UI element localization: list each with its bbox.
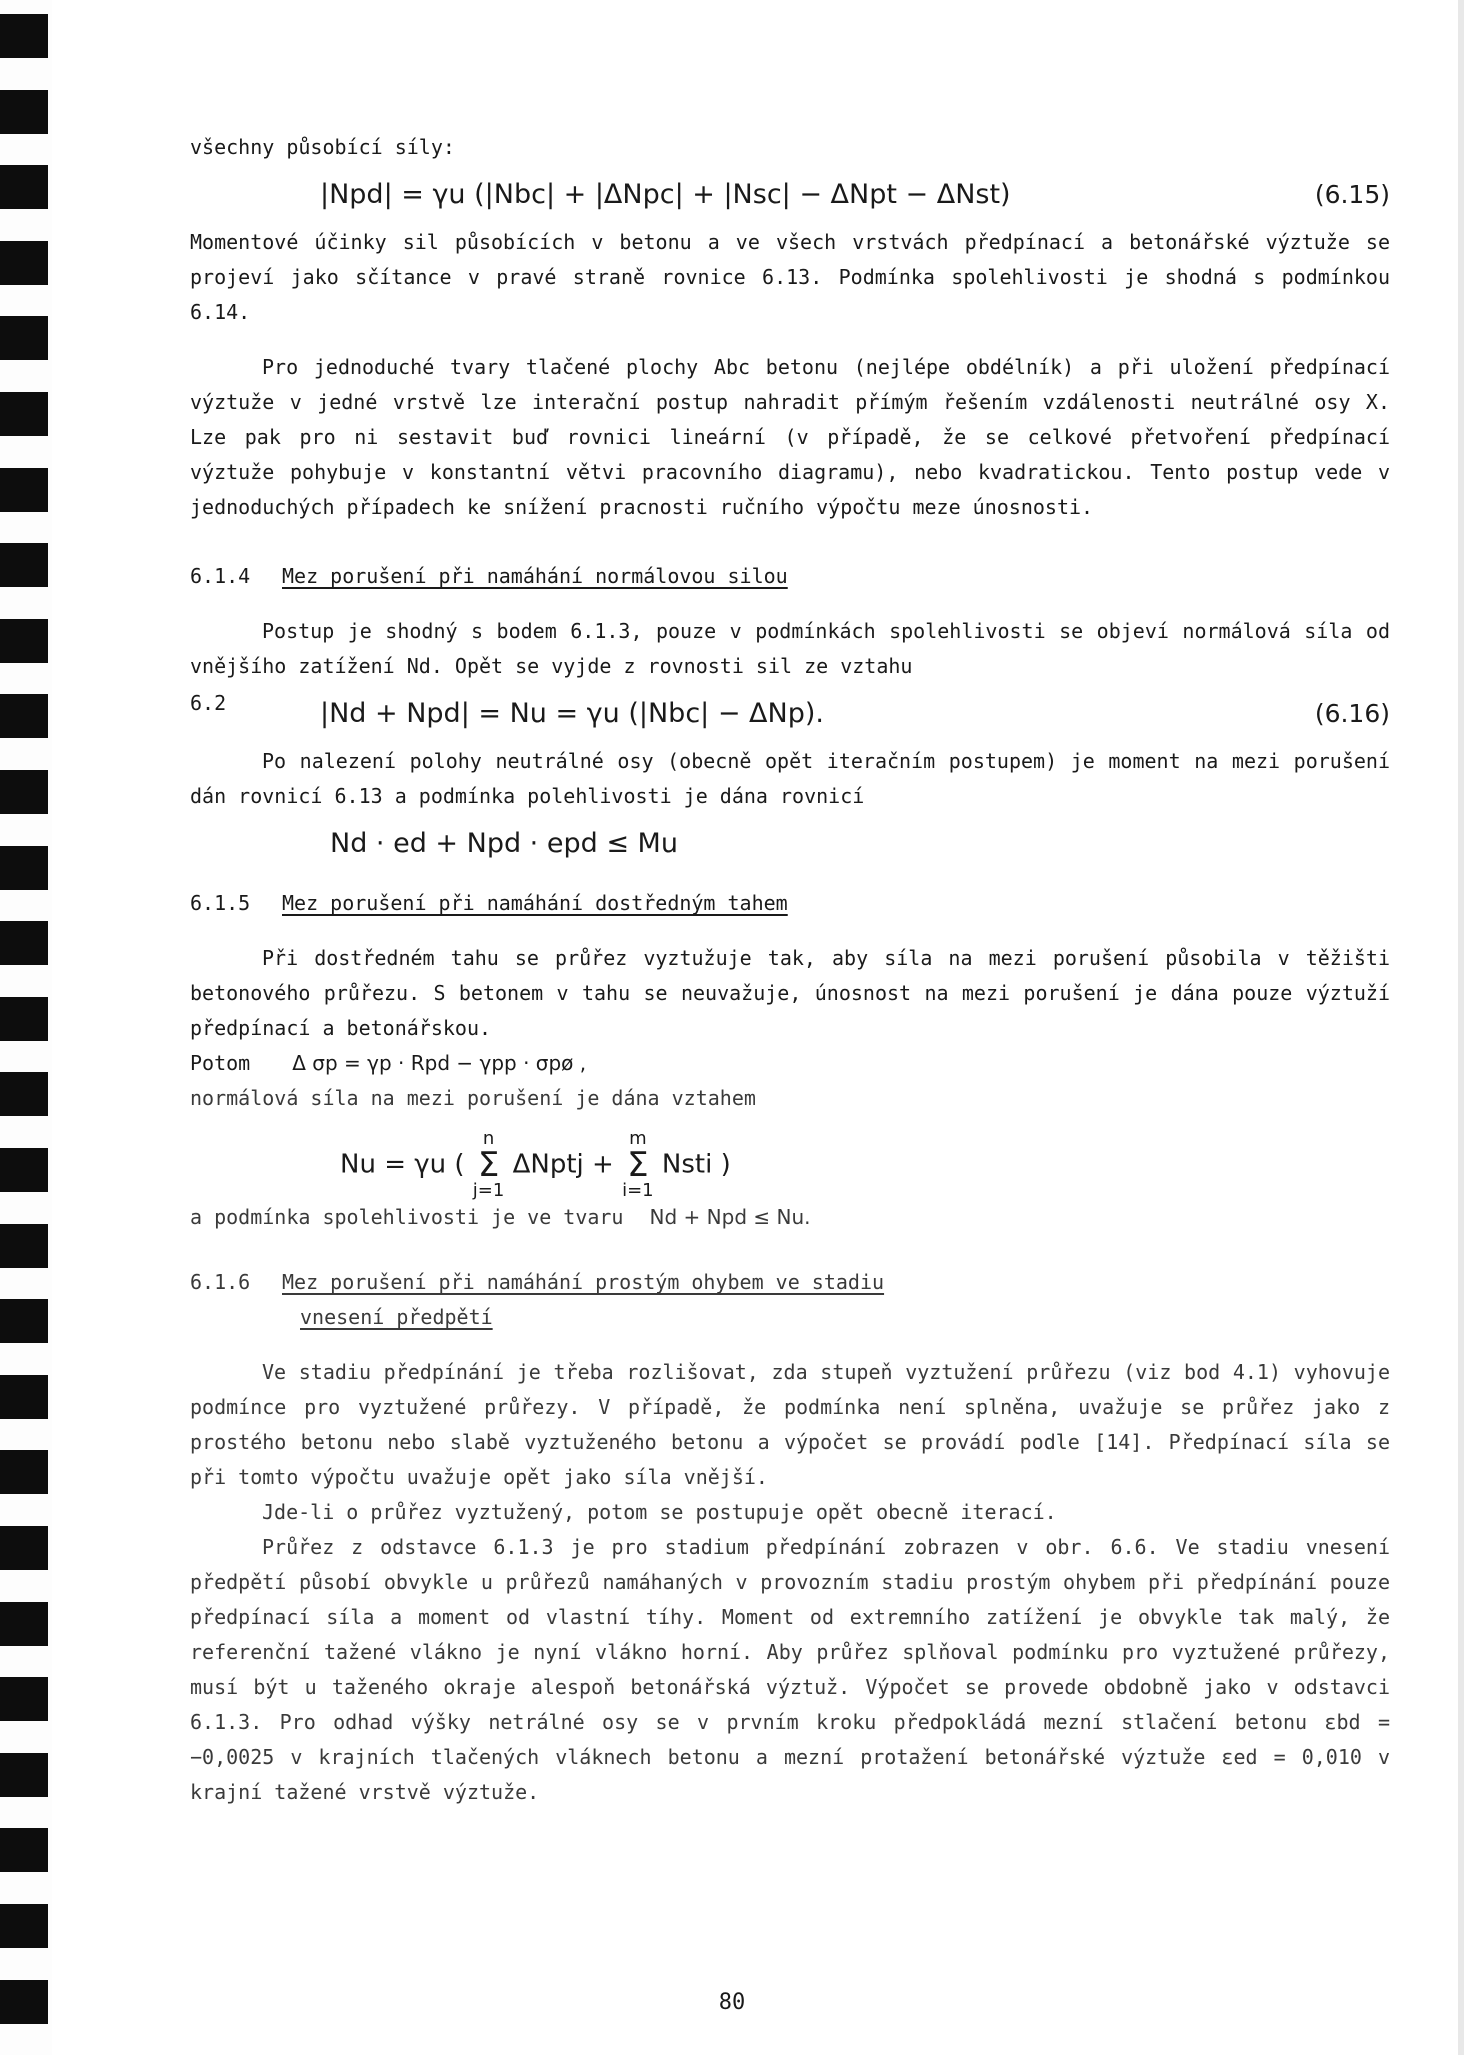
formula-nu-sum	[190, 1116, 1390, 1200]
page-edge	[1458, 0, 1464, 2055]
binding-ring	[0, 1299, 48, 1343]
formula-6-16-expression: |Nd + Npd| = Nu = γu (|Nbc| − ΔNp).	[320, 698, 824, 729]
binding-ring	[0, 14, 48, 58]
heading-6-1-6-number: 6.1.6	[190, 1270, 251, 1294]
binding-ring	[0, 468, 48, 512]
then-label: Potom	[190, 1051, 251, 1075]
formula-6-16-number: (6.16)	[1314, 699, 1390, 728]
binding-ring	[0, 1450, 48, 1494]
formula-delta-sigma: Δ σp = γp · Rpd − γpp · σpø ,	[292, 1051, 587, 1075]
formula-6-15-number: (6.15)	[1314, 180, 1390, 209]
formula-nu-term-1: ΔNptj +	[512, 1149, 614, 1180]
sum-symbol-1: n Σ j=1	[472, 1128, 505, 1201]
heading-6-1-6-title-line-1: Mez porušení při namáhání prostým ohybem ve stadiu	[282, 1270, 885, 1294]
paragraph-intro: všechny působící síly:	[190, 135, 455, 159]
paragraph-neutral-axis: Po nalezení polohy neutrálné osy (obecně opět iteračním postupem) je moment na mezi porušení dán rovnicí 6.13 a podmínka polehlivosti je dána rovnicí	[190, 749, 1390, 808]
binding-ring	[0, 1526, 48, 1570]
paragraph-reliability-condition	[190, 1200, 1390, 1235]
paragraph-moment-effects: Momentové účinky sil působících v betonu a ve všech vrstvách předpínací a betonářské výztuže se projeví jako sčítance v pravé straně rovnice 6.13. Podmínka spolehlivosti je shodná s podmínkou 6.14.	[190, 230, 1390, 324]
sum-2-upper: m	[629, 1128, 647, 1149]
binding-ring	[0, 846, 48, 890]
paragraph-reinforced-section: Jde-li o průřez vyztužený, potom se postupuje opět obecně iterací.	[262, 1500, 1057, 1524]
formula-condition	[190, 818, 1390, 870]
binding-ring	[0, 316, 48, 360]
paragraph-normal-force: Postup je shodný s bodem 6.1.3, pouze v podmínkách spolehlivosti se objeví normálová síla od vnějšího zatížení Nd. Opět se vyjde z rovnosti sil ze vztahu	[190, 619, 1390, 678]
binding-ring	[0, 921, 48, 965]
heading-6-1-6	[190, 1265, 1390, 1335]
paragraph-then	[190, 1046, 1390, 1081]
paragraph-tension: Při dostředném tahu se průřez vyztužuje tak, aby síla na mezi porušení působila v těžišti betonového průřezu. S betonem v tahu se neuvažuje, únosnost na mezi porušení je dána pouze výztuží předpínací a betonářskou.	[190, 946, 1390, 1040]
formula-6-15	[190, 169, 1390, 221]
formula-6-15-expression: |Npd| = γu (|Nbc| + |ΔNpc| + |Nsc| − ΔNpt − ΔNst)	[320, 179, 1011, 210]
binding-ring	[0, 1224, 48, 1268]
binding-ring	[0, 619, 48, 663]
binding-ring	[0, 543, 48, 587]
binding-ring	[0, 1677, 48, 1721]
reliability-condition-text: a podmínka spolehlivosti je ve tvaru	[190, 1205, 624, 1229]
binding-ring	[0, 1904, 48, 1948]
binding-ring	[0, 770, 48, 814]
heading-6-1-4	[190, 559, 1390, 594]
binding-ring	[0, 241, 48, 285]
sum-1-upper: n	[482, 1128, 495, 1149]
binding-ring	[0, 1148, 48, 1192]
paragraph-simple-shapes: Pro jednoduché tvary tlačené plochy Abc betonu (nejlépe obdélník) a při uložení předpínací výztuže v jedné vrstvě lze interační postup nahradit přímým řešením vzdálenosti neutrálné osy X. Lze pak pro ni sestavit buď rovnici lineární (v případě, že se celkové přetvoření předpínací výztuže pohybuje v konstantní větvi pracovního diagramu), nebo kvadratickou. Tento postup vede v jednoduchých případech ke snížení pracnosti ručního výpočtu meze únosnosti.	[190, 355, 1390, 519]
heading-6-1-5-title: Mez porušení při namáhání dostředným tahem	[282, 891, 788, 915]
heading-6-1-6-title-line-2: vnesení předpětí	[300, 1305, 493, 1329]
formula-condition-expression: Nd · ed + Npd · epd ≤ Mu	[330, 828, 678, 859]
binding-ring	[0, 165, 48, 209]
heading-6-1-4-number: 6.1.4	[190, 564, 251, 588]
binding-ring	[0, 997, 48, 1041]
paragraph-prestressing-stage: Ve stadiu předpínání je třeba rozlišovat, zda stupeň vyztužení průřezu (viz bod 4.1) vyhovuje podmínce pro vyztužené průřezy. V případě, že podmínka není splněna, uvažuje se průřez jako z prostého betonu nebo slabě vyztuženého betonu a výpočet se provádí podle [14]. Předpínací síla se při tomto výpočtu uvažuje opět jako síla vnější.	[190, 1360, 1390, 1489]
binding-ring	[0, 1828, 48, 1872]
heading-6-1-4-title: Mez porušení při namáhání normálovou silou	[282, 564, 788, 588]
formula-6-16	[190, 688, 1390, 740]
sum-1-lower: j=1	[472, 1180, 505, 1201]
binding-ring	[0, 90, 48, 134]
spiral-binding	[0, 0, 52, 2055]
binding-ring	[0, 1072, 48, 1116]
heading-6-1-5-number: 6.1.5	[190, 891, 251, 915]
page-number: 80	[718, 1990, 746, 2015]
paragraph-section-figure: Průřez z odstavce 6.1.3 je pro stadium předpínání zobrazen v obr. 6.6. Ve stadiu vnesení předpětí působí obvykle u průřezů namáhaných v provozním stadiu prostým ohybem při předpínání pouze předpínací síla a moment od vlastní tíhy. Moment od extremního zatížení je obvykle tak malý, že referenční tažené vlákno je nyní vlákno horní. Aby průřez splňoval podmínku pro vyztužené průřezy, musí být u taženého okraje alespoň betonářská výztuž. Výpočet se provede obdobně jako v odstavci 6.1.3. Pro odhad výšky netrálné osy se v prvním kroku předpokládá mezní stlačení betonu εbd = −0,0025 v krajních tlačených vláknech betonu a mezní protažení betonářské výztuže εed = 0,010 v krajní tažené vrstvě výztuže.	[190, 1535, 1390, 1804]
formula-nu-term-2: Nsti )	[661, 1149, 731, 1180]
formula-6-16-lead: 6.2	[190, 691, 227, 715]
sum-2-lower: i=1	[622, 1180, 654, 1201]
formula-nu-left: Nu = γu (	[340, 1149, 465, 1180]
paragraph-normal-force-limit: normálová síla na mezi porušení je dána vztahem	[190, 1086, 756, 1110]
binding-ring	[0, 694, 48, 738]
formula-condition-2: Nd + Npd ≤ Nu.	[649, 1205, 811, 1229]
document-page	[190, 130, 1390, 1810]
binding-ring	[0, 1375, 48, 1419]
binding-ring	[0, 1753, 48, 1797]
binding-ring	[0, 392, 48, 436]
binding-ring	[0, 1602, 48, 1646]
sum-symbol-2: m Σ i=1	[622, 1128, 654, 1201]
formula-nu-expression	[340, 1130, 731, 1200]
heading-6-1-5	[190, 886, 1390, 921]
